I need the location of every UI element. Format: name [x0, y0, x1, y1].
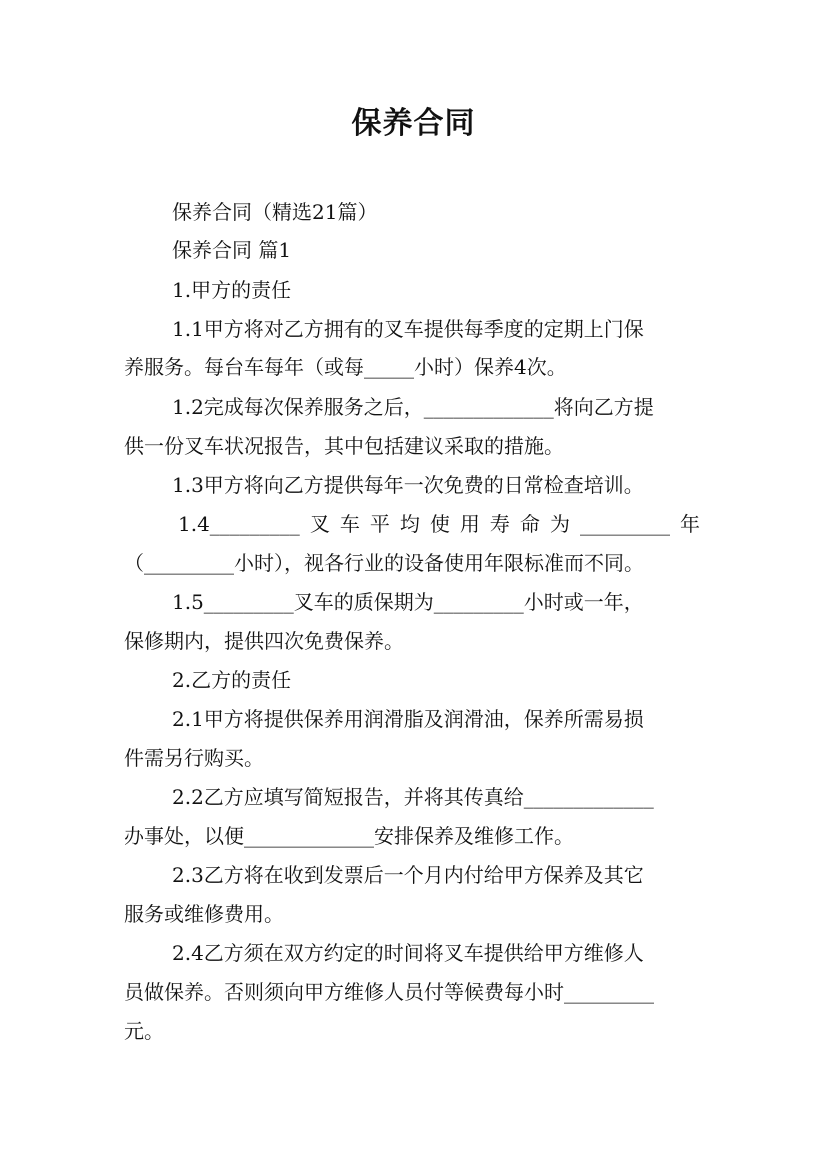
clause-1-2-line-1: 1.2完成每次保养服务之后，_____________将向乙方提 [172, 395, 654, 419]
clause-1-1-line-1: 1.1甲方将对乙方拥有的叉车提供每季度的定期上门保 [172, 317, 644, 341]
clause-2-3-line-2: 服务或维修费用。 [124, 902, 284, 926]
clause-2-3-line-1: 2.3乙方将在收到发票后一个月内付给甲方保养及其它 [172, 863, 644, 887]
clause-1-4-line-1: 1.4_________叉车平均使用寿命为_________年 [178, 512, 700, 536]
document-title: 保养合同 [351, 106, 476, 141]
clause-1-1-line-2: 养服务。每台车每年（或每_____小时）保养4次。 [124, 355, 567, 379]
clause-2-4-line-2: 员做保养。否则须向甲方维修人员付等候费每小时_________ [124, 980, 654, 1004]
clause-1-3: 1.3甲方将向乙方提供每年一次免费的日常检查培训。 [172, 473, 644, 497]
clause-1-5-line-1: 1.5_________叉车的质保期为_________小时或一年， [172, 590, 644, 614]
clause-2-2-line-2: 办事处，以便_____________安排保养及维修工作。 [124, 824, 574, 848]
clause-2-2-line-1: 2.2乙方应填写简短报告，并将其传真给_____________ [172, 785, 654, 809]
clause-2-1-line-1: 2.1甲方将提供保养用润滑脂及润滑油，保养所需易损 [172, 707, 644, 731]
clause-1-4-line-2: （_________小时），视各行业的设备使用年限标准而不同。 [124, 551, 644, 575]
clause-1-2-line-2: 供一份叉车状况报告，其中包括建议采取的措施。 [124, 434, 564, 458]
clause-heading-2: 2.乙方的责任 [172, 668, 292, 692]
clause-2-4-line-3: 元。 [124, 1019, 164, 1043]
doc-subtitle: 保养合同（精选21篇） [172, 200, 378, 224]
clause-heading-1: 1.甲方的责任 [172, 278, 292, 302]
clause-2-4-line-1: 2.4乙方须在双方约定的时间将叉车提供给甲方维修人 [172, 941, 644, 965]
clause-1-5-line-2: 保修期内，提供四次免费保养。 [124, 629, 404, 653]
clause-2-1-line-2: 件需另行购买。 [124, 746, 264, 770]
doc-section-heading: 保养合同 篇1 [172, 238, 292, 262]
